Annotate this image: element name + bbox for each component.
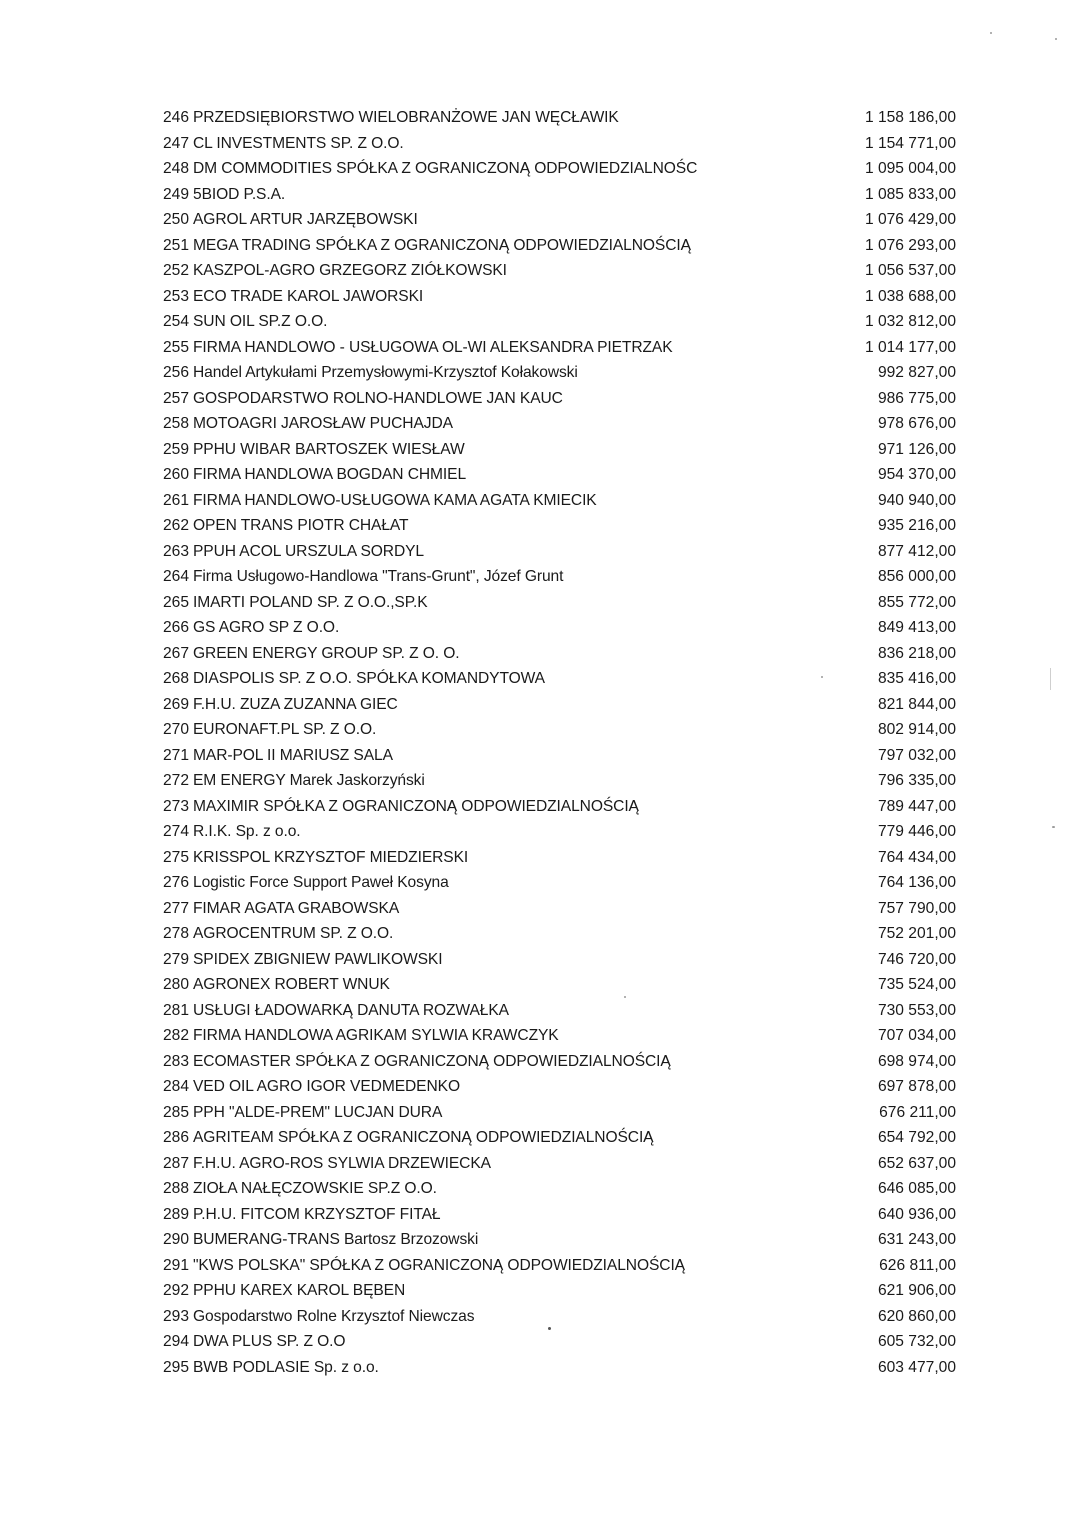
scan-speck <box>1055 38 1057 40</box>
company-name: MAXIMIR SPÓŁKA Z OGRANICZONĄ ODPOWIEDZIALNOŚCIĄ <box>193 797 639 815</box>
list-row <box>156 972 956 998</box>
list-row <box>156 1049 956 1075</box>
amount-value: 1 085 833,00 <box>864 185 956 203</box>
amount-value: 940 940,00 <box>877 491 956 509</box>
row-number: 282 <box>162 1027 189 1044</box>
row-number: 293 <box>162 1307 189 1325</box>
row-number: 255 <box>162 338 189 356</box>
amount-value: 605 732,00 <box>877 1333 956 1350</box>
company-name: F.H.U. AGRO-ROS SYLWIA DRZEWIECKA <box>193 1154 491 1172</box>
amount-value: 1 032 812,00 <box>864 313 956 330</box>
list-row <box>156 258 956 284</box>
amount-value: 631 243,00 <box>877 1231 956 1248</box>
company-name: FIRMA HANDLOWO-USŁUGOWA KAMA AGATA KMIECIK <box>193 491 597 509</box>
amount-value: 856 000,00 <box>877 568 956 585</box>
company-name: VED OIL AGRO IGOR VEDMEDENKO <box>193 1078 460 1095</box>
row-number: 271 <box>162 746 189 764</box>
company-name: GOSPODARSTWO ROLNO-HANDLOWE JAN KAUC <box>193 389 563 407</box>
row-number: 288 <box>162 1180 189 1197</box>
list-row <box>156 947 956 973</box>
company-name: SPIDEX ZBIGNIEW PAWLIKOWSKI <box>193 950 443 968</box>
list-row <box>156 539 956 565</box>
amount-value: 603 477,00 <box>877 1358 956 1376</box>
amount-value: 855 772,00 <box>877 593 956 611</box>
row-number: 274 <box>162 823 189 840</box>
amount-value: 877 412,00 <box>877 542 956 560</box>
company-name: PPUH ACOL URSZULA SORDYL <box>193 542 424 560</box>
row-number: 250 <box>162 211 189 228</box>
amount-value: 621 906,00 <box>877 1282 956 1299</box>
company-name: DM COMMODITIES SPÓŁKA Z OGRANICZONĄ ODPOWIEDZIALNOŚC <box>193 160 698 177</box>
amount-value: 797 032,00 <box>877 746 956 764</box>
list-row <box>156 488 956 514</box>
amount-value: 779 446,00 <box>877 823 956 840</box>
row-number: 289 <box>162 1205 189 1223</box>
list-row <box>156 182 956 208</box>
company-name: PPHU KAREX KAROL BĘBEN <box>193 1282 406 1299</box>
list-row <box>156 1151 956 1177</box>
amount-value: 652 637,00 <box>877 1154 956 1172</box>
amount-value: 735 524,00 <box>877 976 956 993</box>
amount-value: 707 034,00 <box>877 1027 956 1044</box>
company-name: F.H.U. ZUZA ZUZANNA GIEC <box>193 695 398 713</box>
scan-speck <box>990 32 992 34</box>
list-row <box>156 1304 956 1330</box>
company-name: KASZPOL-AGRO GRZEGORZ ZIÓŁKOWSKI <box>193 262 507 279</box>
list-row <box>156 564 956 590</box>
list-row <box>156 1227 956 1253</box>
company-name: P.H.U. FITCOM KRZYSZTOF FITAŁ <box>193 1205 441 1223</box>
amount-value: 789 447,00 <box>877 797 956 815</box>
list-row <box>156 513 956 539</box>
list-row <box>156 1023 956 1049</box>
amount-value: 620 860,00 <box>877 1307 956 1325</box>
row-number: 294 <box>162 1333 189 1350</box>
row-number: 287 <box>162 1154 189 1172</box>
amount-value: 1 095 004,00 <box>864 160 956 177</box>
company-list <box>156 105 956 1380</box>
row-number: 247 <box>162 134 189 152</box>
row-number: 249 <box>162 185 189 203</box>
list-row <box>156 462 956 488</box>
company-name: BUMERANG-TRANS Bartosz Brzozowski <box>193 1231 479 1248</box>
amount-value: 1 154 771,00 <box>864 134 956 152</box>
list-row <box>156 335 956 361</box>
company-name: FIRMA HANDLOWA BOGDAN CHMIEL <box>193 466 467 483</box>
row-number: 269 <box>162 695 189 713</box>
amount-value: 1 076 293,00 <box>864 236 956 254</box>
company-name: Gospodarstwo Rolne Krzysztof Niewczas <box>193 1307 475 1325</box>
company-name: ZIOŁA NAŁĘCZOWSKIE SP.Z O.O. <box>193 1180 437 1197</box>
list-row <box>156 819 956 845</box>
amount-value: 654 792,00 <box>877 1129 956 1146</box>
row-number: 279 <box>162 950 189 968</box>
company-name: Handel Artykułami Przemysłowymi-Krzysztof Kołakowski <box>193 364 578 381</box>
amount-value: 835 416,00 <box>877 670 956 687</box>
amount-value: 697 878,00 <box>877 1078 956 1095</box>
list-row <box>156 1100 956 1126</box>
amount-value: 640 936,00 <box>877 1205 956 1223</box>
company-name: SUN OIL SP.Z O.O. <box>193 313 328 330</box>
company-name: IMARTI POLAND SP. Z O.O.,SP.K <box>193 593 428 611</box>
row-number: 254 <box>162 313 189 330</box>
amount-value: 849 413,00 <box>877 619 956 636</box>
company-name: GS AGRO SP Z O.O. <box>193 619 340 636</box>
amount-value: 730 553,00 <box>877 1001 956 1019</box>
amount-value: 992 827,00 <box>877 364 956 381</box>
list-row <box>156 1176 956 1202</box>
list-row <box>156 845 956 871</box>
scan-speck <box>1052 826 1055 828</box>
list-row <box>156 207 956 233</box>
row-number: 256 <box>162 364 189 381</box>
row-number: 290 <box>162 1231 189 1248</box>
row-number: 286 <box>162 1129 189 1146</box>
amount-value: 986 775,00 <box>877 389 956 407</box>
row-number: 278 <box>162 925 189 942</box>
company-name: AGRITEAM SPÓŁKA Z OGRANICZONĄ ODPOWIEDZIALNOŚCIĄ <box>193 1129 654 1146</box>
list-row <box>156 437 956 463</box>
row-number: 284 <box>162 1078 189 1095</box>
company-name: Firma Usługowo-Handlowa "Trans-Grunt", Józef Grunt <box>193 568 564 585</box>
list-row <box>156 1202 956 1228</box>
row-number: 264 <box>162 568 189 585</box>
list-row <box>156 692 956 718</box>
company-name: ECO TRADE KAROL JAWORSKI <box>193 287 424 305</box>
amount-value: 821 844,00 <box>877 695 956 713</box>
list-row <box>156 998 956 1024</box>
company-name: R.I.K. Sp. z o.o. <box>193 823 301 840</box>
row-number: 257 <box>162 389 189 407</box>
row-number: 272 <box>162 772 189 789</box>
row-number: 265 <box>162 593 189 611</box>
row-number: 280 <box>162 976 189 993</box>
company-name: BWB PODLASIE Sp. z o.o. <box>193 1358 379 1376</box>
list-row <box>156 411 956 437</box>
list-row <box>156 386 956 412</box>
company-name: USŁUGI ŁADOWARKĄ DANUTA ROZWAŁKA <box>193 1001 509 1019</box>
list-row <box>156 360 956 386</box>
company-name: EURONAFT.PL SP. Z O.O. <box>193 721 377 738</box>
amount-value: 698 974,00 <box>877 1052 956 1070</box>
row-number: 270 <box>162 721 189 738</box>
list-row <box>156 666 956 692</box>
list-row <box>156 743 956 769</box>
company-name: PRZEDSIĘBIORSTWO WIELOBRANŻOWE JAN WĘCŁAWIK <box>193 109 619 126</box>
row-number: 248 <box>162 160 189 177</box>
list-row <box>156 309 956 335</box>
company-name: EM ENERGY Marek Jaskorzyński <box>193 772 425 789</box>
row-number: 259 <box>162 440 189 458</box>
list-row <box>156 641 956 667</box>
row-number: 267 <box>162 644 189 662</box>
list-row <box>156 1125 956 1151</box>
amount-value: 646 085,00 <box>877 1180 956 1197</box>
list-row <box>156 615 956 641</box>
list-row <box>156 896 956 922</box>
list-row <box>156 233 956 259</box>
amount-value: 935 216,00 <box>877 517 956 534</box>
company-name: MAR-POL II MARIUSZ SALA <box>193 746 393 764</box>
list-row <box>156 131 956 157</box>
row-number: 262 <box>162 517 189 534</box>
amount-value: 802 914,00 <box>877 721 956 738</box>
row-number: 277 <box>162 899 189 917</box>
amount-value: 676 211,00 <box>879 1103 956 1121</box>
company-name: "KWS POLSKA" SPÓŁKA Z OGRANICZONĄ ODPOWIEDZIALNOŚCIĄ <box>193 1256 685 1274</box>
amount-value: 764 434,00 <box>877 848 956 866</box>
row-number: 266 <box>162 619 189 636</box>
company-name: MEGA TRADING SPÓŁKA Z OGRANICZONĄ ODPOWIEDZIALNOŚCIĄ <box>193 236 691 254</box>
row-number: 258 <box>162 415 189 432</box>
amount-value: 836 218,00 <box>877 644 956 662</box>
list-row <box>156 768 956 794</box>
list-row <box>156 156 956 182</box>
company-name: PPHU WIBAR BARTOSZEK WIESŁAW <box>193 440 465 458</box>
scan-speck <box>1050 668 1051 690</box>
list-row <box>156 1329 956 1355</box>
row-number: 285 <box>162 1103 189 1121</box>
row-number: 276 <box>162 874 189 891</box>
amount-value: 757 790,00 <box>877 899 956 917</box>
amount-value: 796 335,00 <box>877 772 956 789</box>
amount-value: 1 038 688,00 <box>864 287 956 305</box>
row-number: 246 <box>162 109 189 126</box>
amount-value: 1 014 177,00 <box>864 338 956 356</box>
list-row <box>156 794 956 820</box>
row-number: 273 <box>162 797 189 815</box>
company-name: Logistic Force Support Paweł Kosyna <box>193 874 449 891</box>
row-number: 252 <box>162 262 189 279</box>
amount-value: 1 076 429,00 <box>864 211 956 228</box>
row-number: 292 <box>162 1282 189 1299</box>
list-row <box>156 284 956 310</box>
company-name: DIASPOLIS SP. Z O.O. SPÓŁKA KOMANDYTOWA <box>193 670 545 687</box>
row-number: 283 <box>162 1052 189 1070</box>
company-name: AGROL ARTUR JARZĘBOWSKI <box>193 211 418 228</box>
row-number: 281 <box>162 1001 189 1019</box>
company-name: FIRMA HANDLOWO - USŁUGOWA OL-WI ALEKSANDRA PIETRZAK <box>193 338 673 356</box>
row-number: 291 <box>162 1256 189 1274</box>
amount-value: 1 056 537,00 <box>864 262 956 279</box>
list-row <box>156 921 956 947</box>
row-number: 263 <box>162 542 189 560</box>
list-row <box>156 1355 956 1381</box>
amount-value: 764 136,00 <box>877 874 956 891</box>
row-number: 251 <box>162 236 189 254</box>
company-name: AGROCENTRUM SP. Z O.O. <box>193 925 394 942</box>
list-row <box>156 1278 956 1304</box>
list-row <box>156 590 956 616</box>
amount-value: 752 201,00 <box>877 925 956 942</box>
company-name: FIMAR AGATA GRABOWSKA <box>193 899 400 917</box>
amount-value: 971 126,00 <box>877 440 956 458</box>
row-number: 268 <box>162 670 189 687</box>
list-row <box>156 105 956 131</box>
amount-value: 954 370,00 <box>877 466 956 483</box>
row-number: 261 <box>162 491 189 509</box>
company-name: OPEN TRANS PIOTR CHAŁAT <box>193 517 409 534</box>
company-name: MOTOAGRI JAROSŁAW PUCHAJDA <box>193 415 453 432</box>
company-name: KRISSPOL KRZYSZTOF MIEDZIERSKI <box>193 848 469 866</box>
company-name: CL INVESTMENTS SP. Z O.O. <box>193 134 404 152</box>
amount-value: 978 676,00 <box>877 415 956 432</box>
amount-value: 626 811,00 <box>879 1256 956 1274</box>
row-number: 275 <box>162 848 189 866</box>
list-row <box>156 870 956 896</box>
company-name: FIRMA HANDLOWA AGRIKAM SYLWIA KRAWCZYK <box>193 1027 559 1044</box>
amount-value: 746 720,00 <box>877 950 956 968</box>
company-name: GREEN ENERGY GROUP SP. Z O. O. <box>193 644 460 662</box>
company-name: PPH "ALDE-PREM" LUCJAN DURA <box>193 1103 443 1121</box>
list-row <box>156 1253 956 1279</box>
row-number: 253 <box>162 287 189 305</box>
company-name: 5BIOD P.S.A. <box>193 185 286 203</box>
list-row <box>156 1074 956 1100</box>
row-number: 260 <box>162 466 189 483</box>
list-row <box>156 717 956 743</box>
company-name: AGRONEX ROBERT WNUK <box>193 976 390 993</box>
row-number: 295 <box>162 1358 189 1376</box>
company-name: ECOMASTER SPÓŁKA Z OGRANICZONĄ ODPOWIEDZIALNOŚCIĄ <box>193 1052 671 1070</box>
amount-value: 1 158 186,00 <box>864 109 956 126</box>
company-name: DWA PLUS SP. Z O.O <box>193 1333 346 1350</box>
